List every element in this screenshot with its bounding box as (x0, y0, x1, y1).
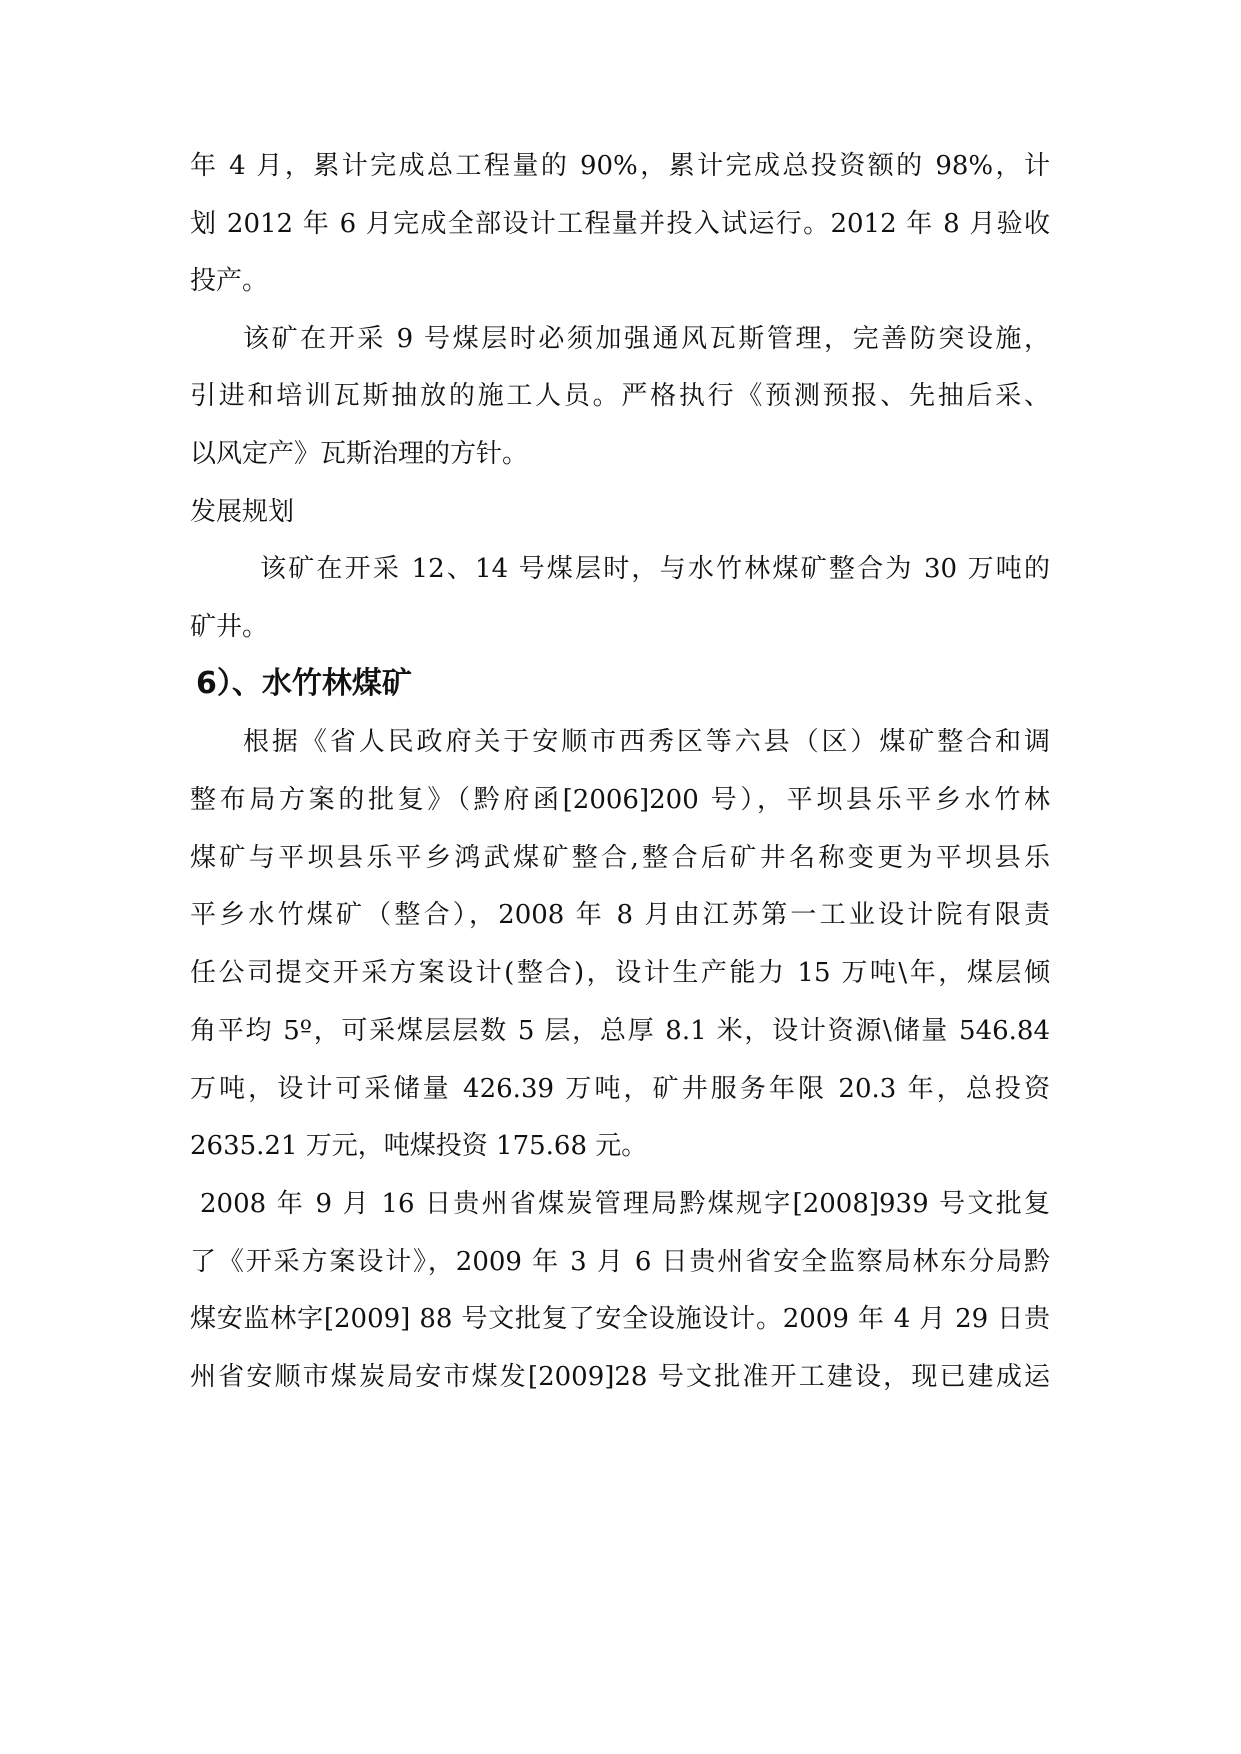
paragraph-line: 2635.21 万元，吨煤投资 175.68 元。 (190, 1131, 648, 1161)
paragraph-line: 以风定产》瓦斯治理的方针。 (190, 439, 529, 469)
paragraph-line: 划 2012 年 6 月完成全部设计工程量并投入试运行。2012 年 8 月验收 (190, 209, 1050, 239)
paragraph-line: 煤矿与平坝县乐平乡鸿武煤矿整合,整合后矿井名称变更为平坝县乐 (190, 843, 1050, 873)
paragraph-line: 州省安顺市煤炭局安市煤发[2009]28 号文批准开工建设，现已建成运 (190, 1362, 1050, 1392)
paragraph-line: 角平均 5º，可采煤层层数 5 层，总厚 8.1 米，设计资源\储量 546.84 (190, 1016, 1050, 1046)
subheading: 发展规划 (190, 497, 295, 527)
paragraph-line: 该矿在开采 9 号煤层时必须加强通风瓦斯管理，完善防突设施， (243, 324, 1050, 354)
paragraph-line: 该矿在开采 12、14 号煤层时，与水竹林煤矿整合为 30 万吨的 (260, 554, 1050, 584)
paragraph-line: 煤安监林字[2009] 88 号文批复了安全设施设计。2009 年 4 月 29 日贵 (190, 1304, 1050, 1334)
paragraph-line: 万吨，设计可采储量 426.39 万吨，矿井服务年限 20.3 年，总投资 (190, 1074, 1050, 1104)
paragraph-line: 2008 年 9 月 16 日贵州省煤炭管理局黔煤规字[2008]939 号文批复 (200, 1189, 1050, 1219)
paragraph-line: 年 4 月，累计完成总工程量的 90%，累计完成总投资额的 98%，计 (190, 151, 1050, 181)
paragraph-line: 平乡水竹煤矿（整合），2008 年 8 月由江苏第一工业设计院有限责 (190, 900, 1050, 930)
paragraph-line: 了《开采方案设计》，2009 年 3 月 6 日贵州省安全监察局林东分局黔 (190, 1247, 1050, 1277)
paragraph-line: 矿井。 (190, 612, 269, 642)
paragraph-line: 引进和培训瓦斯抽放的施工人员。严格执行《预测预报、先抽后采、 (190, 381, 1050, 411)
paragraph-line: 任公司提交开采方案设计(整合)，设计生产能力 15 万吨\年，煤层倾 (190, 958, 1050, 988)
section-heading: 6）、水竹林煤矿 (196, 666, 412, 701)
paragraph-line: 投产。 (190, 266, 269, 296)
paragraph-line: 根据《省人民政府关于安顺市西秀区等六县（区）煤矿整合和调 (243, 727, 1050, 757)
paragraph-line: 整布局方案的批复》（黔府函[2006]200 号），平坝县乐平乡水竹林 (190, 785, 1050, 815)
